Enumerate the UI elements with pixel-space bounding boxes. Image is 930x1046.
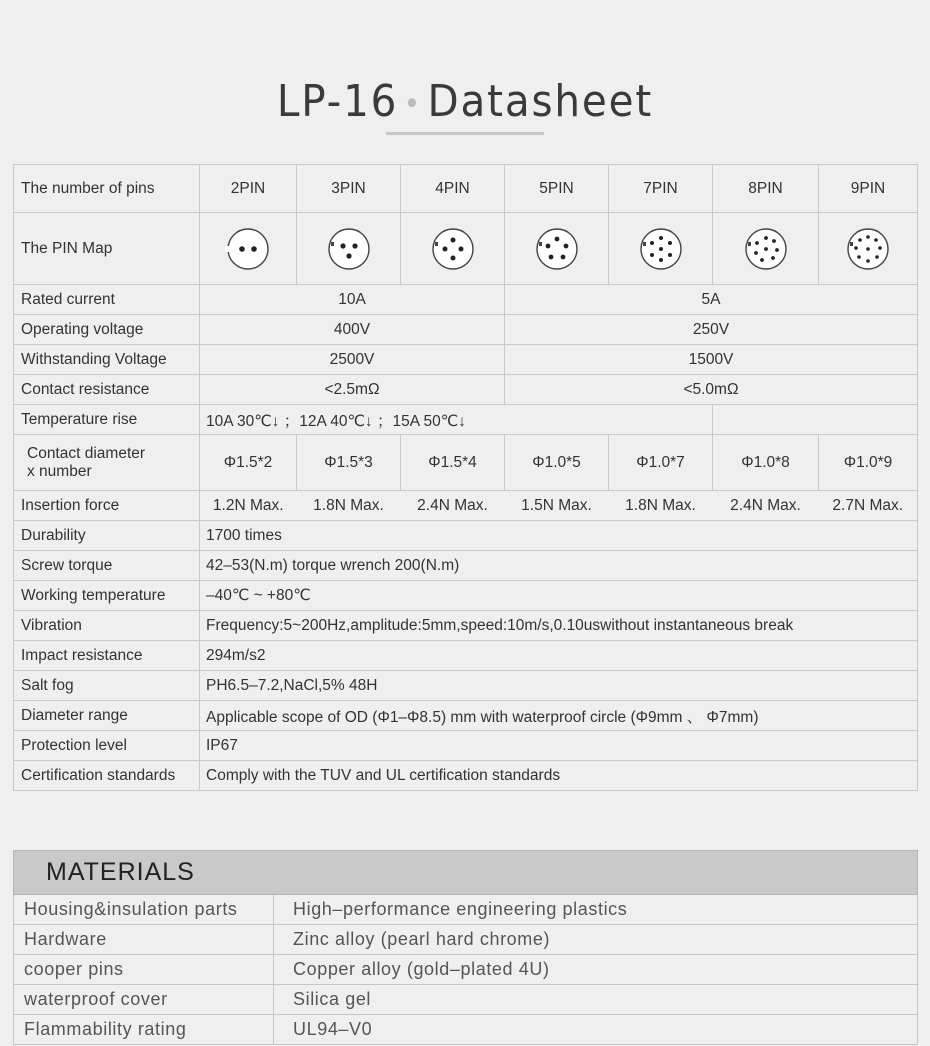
row-label: Screw torque	[14, 551, 200, 581]
title-word: Datasheet	[427, 76, 654, 127]
row-value: –40℃ ~ +80℃	[200, 581, 918, 611]
contact-diameter-value: Φ1.5*2	[200, 435, 297, 491]
material-row	[14, 1015, 918, 1045]
row-value: 1700 times	[200, 521, 918, 551]
insertion-force-row	[14, 491, 918, 521]
material-row	[14, 925, 918, 955]
row-value: 10A	[200, 285, 505, 315]
screw-torque-row	[14, 551, 918, 581]
material-row	[14, 985, 918, 1015]
salt-fog-row	[14, 671, 918, 701]
row-label: Rated current	[14, 285, 200, 315]
row-label: Withstanding Voltage	[14, 345, 200, 375]
datasheet-table	[13, 164, 918, 791]
row-value: IP67	[200, 731, 918, 761]
materials-table	[13, 850, 918, 1045]
material-value: High–performance engineering plastics	[274, 895, 918, 925]
pin-count: 8PIN	[713, 165, 819, 213]
rated-current-row	[14, 285, 918, 315]
pin-count: 5PIN	[505, 165, 609, 213]
title-underline	[386, 132, 544, 135]
insertion-force-value: 2.7N Max.	[819, 491, 918, 521]
row-value: 400V	[200, 315, 505, 345]
pins-label: The number of pins	[14, 165, 200, 213]
temperature-rise-row	[14, 405, 918, 435]
row-label: Insertion force	[14, 491, 200, 521]
page-title	[37, 76, 893, 127]
title-separator: •	[403, 86, 422, 122]
insertion-force-value: 1.5N Max.	[505, 491, 609, 521]
row-value: PH6.5–7.2,NaCl,5% 48H	[200, 671, 918, 701]
operating-voltage-row	[14, 315, 918, 345]
material-label: waterproof cover	[14, 985, 274, 1015]
row-label: Durability	[14, 521, 200, 551]
pin-map-9-icon	[845, 226, 891, 272]
material-value: Copper alloy (gold–plated 4U)	[274, 955, 918, 985]
pin-map-4-icon	[430, 226, 476, 272]
row-label: Working temperature	[14, 581, 200, 611]
row-label: Contact diameter	[27, 444, 146, 462]
pins-row	[14, 165, 918, 213]
material-label: Flammability rating	[14, 1015, 274, 1045]
material-row	[14, 895, 918, 925]
pin-map-7-icon	[638, 226, 684, 272]
contact-resistance-row	[14, 375, 918, 405]
diameter-range-row	[14, 701, 918, 731]
insertion-force-value: 1.8N Max.	[609, 491, 713, 521]
row-value: <5.0mΩ	[505, 375, 918, 405]
row-value: 1500V	[505, 345, 918, 375]
row-value: Frequency:5~200Hz,amplitude:5mm,speed:10m/s,0.10uswithout instantaneous break	[200, 611, 918, 641]
working-temperature-row	[14, 581, 918, 611]
pin-map-3-icon	[326, 226, 372, 272]
row-label: Certification standards	[14, 761, 200, 791]
pin-count: 2PIN	[200, 165, 297, 213]
materials-heading: MATERIALS	[14, 851, 918, 895]
contact-diameter-row	[14, 435, 918, 491]
contact-diameter-value: Φ1.0*5	[505, 435, 609, 491]
certification-row	[14, 761, 918, 791]
row-value: 42–53(N.m) torque wrench 200(N.m)	[200, 551, 918, 581]
pin-count: 9PIN	[819, 165, 918, 213]
row-value: <2.5mΩ	[200, 375, 505, 405]
insertion-force-value: 1.8N Max.	[297, 491, 401, 521]
contact-diameter-value: Φ1.0*7	[609, 435, 713, 491]
material-value: UL94–V0	[274, 1015, 918, 1045]
insertion-force-value: 2.4N Max.	[401, 491, 505, 521]
row-value: 10A 30℃↓ ；12A 40℃↓ ；15A 50℃↓	[200, 405, 713, 435]
insertion-force-value: 1.2N Max.	[200, 491, 297, 521]
row-label: Protection level	[14, 731, 200, 761]
material-value: Silica gel	[274, 985, 918, 1015]
row-label: Temperature rise	[14, 405, 200, 435]
protection-level-row	[14, 731, 918, 761]
pin-count: 4PIN	[401, 165, 505, 213]
empty-cell	[713, 405, 918, 435]
impact-resistance-row	[14, 641, 918, 671]
row-value: Applicable scope of OD (Φ1–Φ8.5) mm with waterproof circle (Φ9mm 、 Φ7mm)	[200, 701, 918, 731]
row-label: Salt fog	[14, 671, 200, 701]
contact-diameter-value: Φ1.5*3	[297, 435, 401, 491]
material-label: cooper pins	[14, 955, 274, 985]
row-value: 2500V	[200, 345, 505, 375]
insertion-force-value: 2.4N Max.	[713, 491, 819, 521]
pin-map-label: The PIN Map	[14, 213, 200, 285]
contact-diameter-value: Φ1.0*9	[819, 435, 918, 491]
row-value: 5A	[505, 285, 918, 315]
pin-count: 7PIN	[609, 165, 713, 213]
withstanding-voltage-row	[14, 345, 918, 375]
row-label: Impact resistance	[14, 641, 200, 671]
row-label: Diameter range	[14, 701, 200, 731]
durability-row	[14, 521, 918, 551]
material-row	[14, 955, 918, 985]
material-value: Zinc alloy (pearl hard chrome)	[274, 925, 918, 955]
row-label: Vibration	[14, 611, 200, 641]
row-value: 250V	[505, 315, 918, 345]
pin-count: 3PIN	[297, 165, 401, 213]
row-value: Comply with the TUV and UL certification standards	[200, 761, 918, 791]
row-value: 294m/s2	[200, 641, 918, 671]
row-label-line2: x number	[27, 462, 92, 480]
title-model: LP-16	[276, 76, 399, 127]
contact-diameter-value: Φ1.0*8	[713, 435, 819, 491]
pin-map-5-icon	[534, 226, 580, 272]
material-label: Hardware	[14, 925, 274, 955]
materials-header-row	[14, 851, 918, 895]
pin-map-8-icon	[743, 226, 789, 272]
vibration-row	[14, 611, 918, 641]
row-label: Operating voltage	[14, 315, 200, 345]
contact-diameter-value: Φ1.5*4	[401, 435, 505, 491]
pin-map-row	[14, 213, 918, 285]
material-label: Housing&insulation parts	[14, 895, 274, 925]
row-label: Contact resistance	[14, 375, 200, 405]
pin-map-2-icon	[225, 226, 271, 272]
